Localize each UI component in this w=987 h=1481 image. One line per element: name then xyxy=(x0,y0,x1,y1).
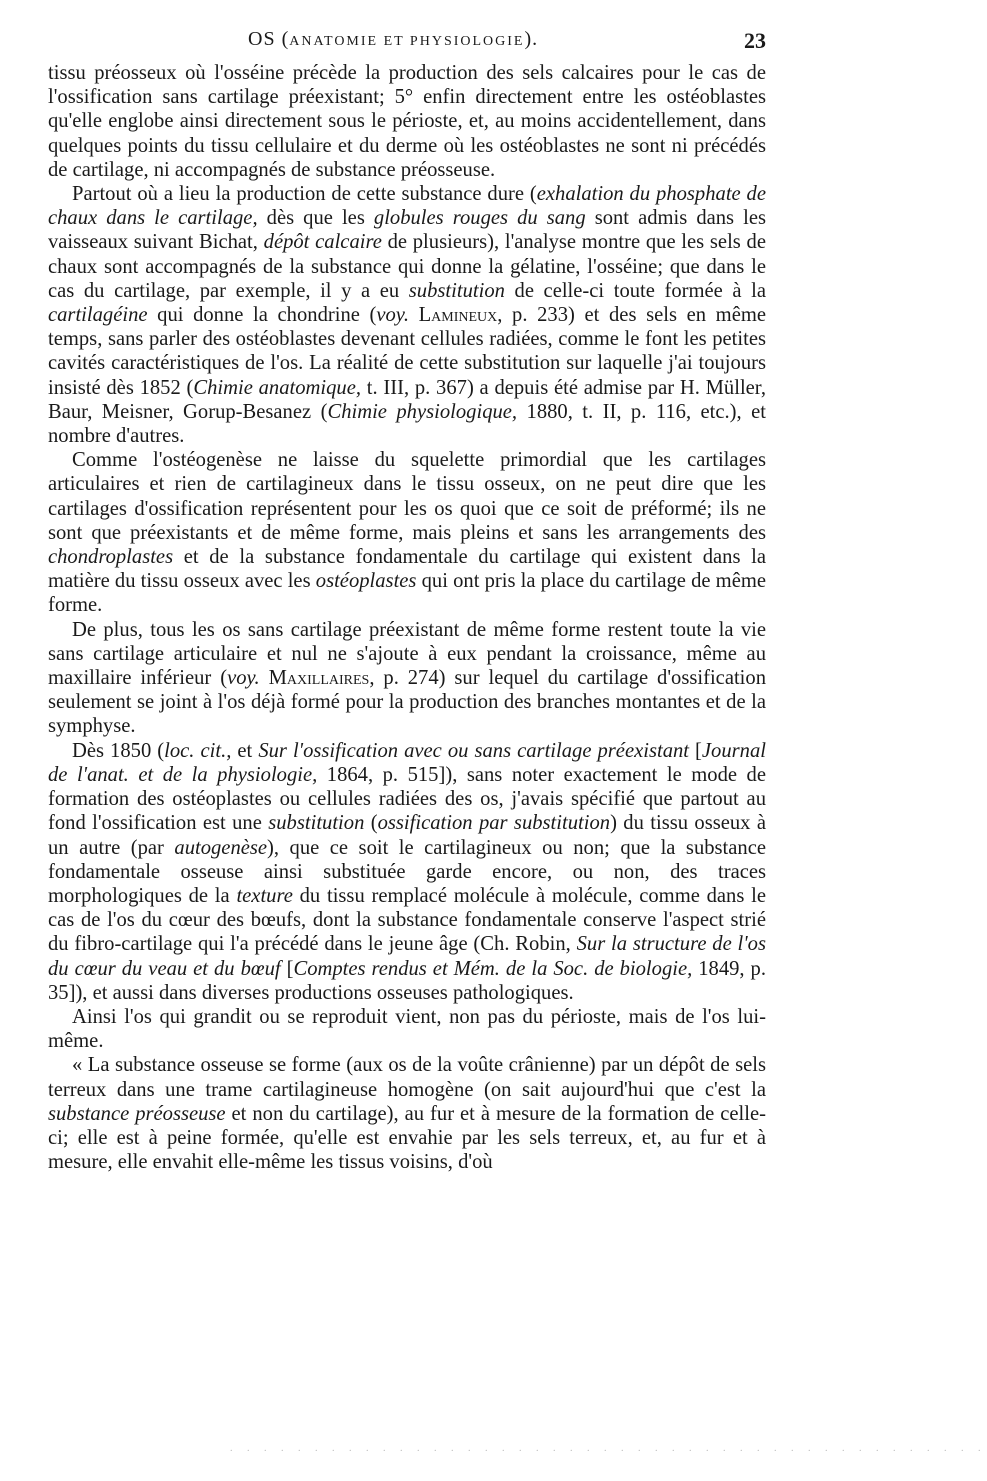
text-span: dès que les xyxy=(257,207,374,230)
italic-span: voy. xyxy=(227,667,260,690)
running-title xyxy=(248,28,538,51)
italic-span: ostéoplastes xyxy=(315,570,417,593)
text-span: 1864, p. 515]), sans noter exactement le mode de formation des ostéoplastes ou cellules radiées des os, j'avais spécifié que partout au fond l'ossification est une xyxy=(48,763,766,835)
italic-span: substance préosseuse xyxy=(48,1102,226,1125)
italic-span: chondroplastes xyxy=(48,546,174,569)
paragraph-3 xyxy=(48,448,766,617)
title-lead: OS ( xyxy=(248,28,290,50)
body-text xyxy=(48,61,766,1174)
paragraph-6 xyxy=(48,1005,766,1053)
italic-span: voy. xyxy=(376,304,409,327)
italic-span: ossification par substitution xyxy=(377,812,611,835)
text-span: ) du tissu osseux à un autre (par xyxy=(48,812,766,859)
text-span: t. III, p. 367) a depuis été admise par H. Müller, Baur, Meisner, Gorup-Besanez ( xyxy=(48,376,766,423)
italic-span: loc. cit., xyxy=(164,739,232,762)
italic-span: Comptes rendus et Mém. de la Soc. de biologie, xyxy=(293,957,693,980)
text-span: , p. 233) et des sels en même temps, sans parler des ostéoblastes devenant cellules radiées, comme le font les petites cavités caractéristiques de l'os. La réalité de cette substitution sur laquelle j'ai toujours insisté dès 1852 ( xyxy=(48,304,766,399)
text-span: Ainsi l'os qui grandit ou se reproduit vient, non pas du périoste, mais de l'os lui-même. xyxy=(48,1005,766,1053)
text-span: du tissu remplacé molécule à molécule, comme dans le cas de l'os du cœur des bœufs, dont la substance fondamentale conserve l'aspect strié du fibro-cartilage qui l'a précédé dans le jeune âge (Ch. Robin, xyxy=(48,884,766,956)
text-span: qui donne la chondrine ( xyxy=(147,304,377,327)
italic-span: substitution xyxy=(408,279,505,302)
text-span: 1849, p. 35]), et aussi dans diverses productions osseuses pathologiques. xyxy=(48,957,767,1004)
text-span: de plusieurs), l'analyse montre que les sels de chaux sont accompagnés de la substance qui donne la gélatine, l'osséine; que dans le cas du cartilage, par exemple, il y a eu xyxy=(48,231,766,302)
italic-span: globules rouges du sang xyxy=(373,207,586,230)
page-number: 23 xyxy=(744,28,766,53)
text-span: [ xyxy=(689,739,702,762)
text-span: Dès 1850 ( xyxy=(72,739,165,762)
text-span: , p. 274) sur lequel du cartilage d'ossification seulement se joint à l'os déjà formé pour la production des branches montantes et de la symphyse. xyxy=(48,667,766,738)
text-span: tissu préosseux où l'osséine précède la production des sels calcaires pour le cas de l'ossification sans cartilage préexistant; 5° enfin directement entre les ostéoblastes qu'elle englobe ainsi directement sous le périoste, et, au moins accidentellement, dans quelques points du tissu cellulaire et du derme où les ostéoblastes ne sont ni précédés de cartilage, ni accompagnés de substance préosseuse. xyxy=(48,62,766,181)
running-header xyxy=(48,28,766,58)
italic-span: exhalation du phosphate de chaux dans le cartilage, xyxy=(48,183,766,230)
italic-span: Chimie physiologique, xyxy=(327,400,518,423)
italic-span: Sur l'ossification avec ou sans cartilage préexistant xyxy=(258,739,690,762)
italic-span: texture xyxy=(236,884,293,907)
text-span: et non du cartilage), au fur et à mesure de la formation de celle-ci; elle est à peine formée, qu'elle est envahie par les sels terreux, et, au fur et à mesure, elle envahit elle-même les tissus voisins, d'où xyxy=(48,1102,766,1174)
small-caps-span: Maxillaires xyxy=(259,667,370,690)
title-small-caps: ANATOMIE ET PHYSIOLOGIE xyxy=(289,34,525,49)
italic-span: cartilagéine xyxy=(48,304,148,327)
italic-span: dépôt calcaire xyxy=(263,231,382,254)
paragraph-1 xyxy=(48,61,766,182)
italic-span: autogenèse xyxy=(174,836,268,859)
italic-span: Sur la structure de l'os du cœur du veau et du bœuf xyxy=(48,933,766,980)
scan-artifact-divider: . . . . . . . . . . . . . . . . . . . . . . . . . . . . . . . . . . . . . . . . . . . . . xyxy=(230,1443,987,1454)
paragraph-5 xyxy=(48,739,766,1005)
paragraph-4 xyxy=(48,618,766,739)
paragraph-7 xyxy=(48,1053,766,1174)
text-span: et xyxy=(231,739,259,762)
text-span: De plus, tous les os sans cartilage préexistant de même forme restent toute la vie sans cartilage articulaire et nul ne s'ajoute à eux pendant la croissance, même au maxillaire inférieur ( xyxy=(48,618,766,690)
italic-span: Chimie anatomique, xyxy=(193,376,362,399)
title-tail: ). xyxy=(524,28,539,50)
text-span: et de la substance fondamentale du cartilage qui existent dans la matière du tissu osseux avec les xyxy=(48,546,766,593)
text-span: ( xyxy=(364,812,378,835)
text-span: « La substance osseuse se forme (aux os de la voûte crânienne) par un dépôt de sels terreux dans une trame cartilagineuse homogène (on sait aujourd'hui que c'est la xyxy=(48,1054,766,1101)
italic-span: Journal de l'anat. et de la physiologie, xyxy=(48,739,766,786)
italic-span: substitution xyxy=(268,812,365,835)
text-span: de celle-ci toute formée à la xyxy=(504,279,767,302)
text-span: ), que ce soit le cartilagineux ou non; que la substance fondamentale osseuse ainsi substituée garde encore, ou non, des traces morphologiques de la xyxy=(48,836,766,907)
text-span: 1880, t. II, p. 116, etc.), et nombre d'autres. xyxy=(48,400,766,448)
paragraph-2 xyxy=(48,182,766,448)
small-caps-span: Lamineux xyxy=(408,304,498,327)
text-span: [ xyxy=(280,957,294,980)
text-span: Comme l'ostéogenèse ne laisse du squelette primordial que les cartilages articulaires et rien de cartilagineux dans le tissu osseux, on ne peut dire que les cartilages d'ossification représentent pour les os quoi que ce soit de préformé; ils ne sont que préexistants et de même forme, mais pleins et sans les arrangements des xyxy=(48,449,766,544)
text-span: qui ont pris la place du cartilage de même forme. xyxy=(48,570,767,617)
text-span: Partout où a lieu la production de cette substance dure ( xyxy=(72,183,537,206)
text-span: sont admis dans les vaisseaux suivant Bichat, xyxy=(48,207,767,254)
